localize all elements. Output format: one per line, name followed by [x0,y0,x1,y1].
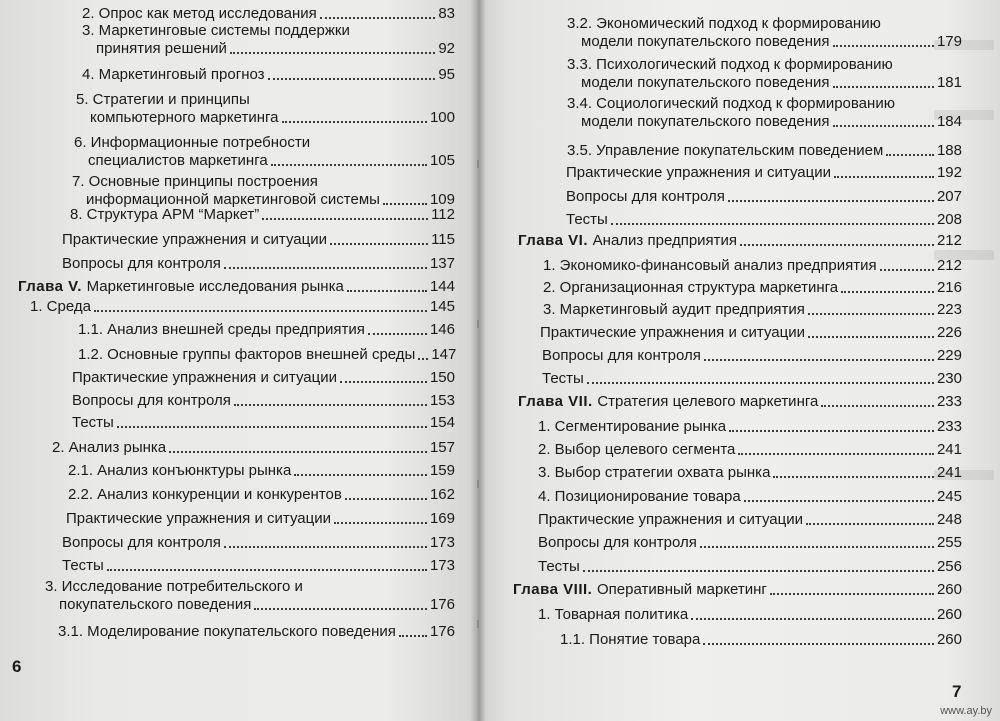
toc-page-number: 173 [429,557,455,574]
toc-entry [62,254,455,272]
toc-page-number: 188 [936,142,962,159]
toc-entry-title: 1.2. Основные группы факторов внешней среды [78,346,416,363]
toc-entry [567,94,962,130]
toc-entry [543,256,962,274]
binding-stitch [477,160,479,168]
dot-leader [94,309,427,312]
toc-page-number: 157 [429,439,455,456]
dot-leader [728,199,934,202]
toc-page-number: 159 [429,462,455,479]
dot-leader [294,473,427,476]
toc-entry-title: специалистов маркетинга [88,152,268,169]
toc-entry-title: Вопросы для контроля [72,392,231,409]
toc-entry-title: 4. Позиционирование товара [538,488,741,505]
dot-leader [583,569,934,572]
toc-entry-title: 2. Анализ рынка [52,439,167,456]
toc-page-number: 154 [429,414,455,431]
dot-leader [347,289,427,292]
toc-entry-title: 2.2. Анализ конкуренции и конкурентов [68,486,342,503]
dot-leader [704,358,934,361]
toc-page-number: 92 [438,40,455,57]
toc-page-number: 223 [936,301,962,318]
toc-entry [68,485,455,503]
toc-entry-title: модели покупательского поведения [581,113,830,130]
toc-page-number: 150 [429,369,455,386]
toc-page-number: 207 [936,188,962,205]
toc-entry [518,231,962,249]
dot-leader [169,450,427,453]
dot-leader [418,357,428,360]
toc-page-number: 105 [429,152,455,169]
toc-entry [72,391,455,409]
toc-page-number: 147 [431,346,457,363]
dot-leader [744,499,934,502]
toc-page-number: 109 [429,191,455,208]
toc-entry-title: Тесты [72,414,114,431]
toc-entry-title: принятия решений [96,40,227,57]
toc-entry-title: Тесты [542,370,584,387]
toc-entry [566,163,962,181]
toc-entry-title: информационной маркетинговой системы [86,191,380,208]
toc-entry [74,133,455,169]
toc-entry [518,392,962,410]
dot-leader [833,85,934,88]
toc-entry [82,4,455,22]
toc-entry-title: 2. Опрос как метод исследования [82,5,317,22]
toc-entry-title: Практические упражнения и ситуации [566,164,831,181]
toc-page-number: 248 [936,511,962,528]
dot-leader [254,607,427,610]
binding-stitch [477,620,479,628]
chapter-label: Глава V. [18,278,87,295]
toc-entry [538,605,962,623]
toc-entry-title: 8. Структура АРМ “Маркет” [70,206,260,223]
toc-page-number: 226 [936,324,962,341]
toc-entry [78,345,455,363]
dot-leader [806,522,934,525]
toc-entry-title: 1. Экономико-финансовый анализ предприятия [543,257,877,274]
dot-leader [886,153,934,156]
toc-entry [45,577,455,613]
toc-entry-title: 1.1. Понятие товара [560,631,701,648]
toc-entry [513,580,962,598]
dot-leader [320,16,436,19]
dot-leader [271,163,427,166]
toc-entry-title: Практические упражнения и ситуации [540,324,805,341]
dot-leader [880,268,934,271]
toc-entry-title: 1. Товарная политика [538,606,689,623]
toc-entry-title: Практические упражнения и ситуации [72,369,337,386]
toc-entry-title: модели покупательского поведения [581,74,830,91]
toc-entry [560,630,962,648]
toc-entry [566,187,962,205]
toc-entry [538,463,962,481]
toc-entry [538,487,962,505]
dot-leader [224,266,427,269]
toc-entry [70,205,455,223]
watermark-text: www.ay.by [940,705,992,717]
dot-leader [262,217,428,220]
toc-page-number: 208 [936,211,962,228]
toc-entry [76,90,455,126]
toc-page-number: 241 [936,441,962,458]
toc-entry [538,417,962,435]
toc-entry-title: 6. Информационные потребности [74,134,311,151]
dot-leader [740,243,934,246]
right-page [478,0,1000,721]
dot-leader [334,521,427,524]
toc-page-number: 95 [438,66,455,83]
chapter-label: Глава VII. [518,393,598,410]
toc-entry [30,297,455,315]
toc-page-number: 255 [936,534,962,551]
toc-page-number: 212 [936,257,962,274]
toc-entry [72,368,455,386]
dot-leader [399,634,427,637]
toc-page-number: 176 [429,596,455,613]
toc-entry [52,438,455,456]
toc-entry-title: Практические упражнения и ситуации [538,511,803,528]
toc-page-number: 260 [936,581,962,598]
dot-leader [700,545,934,548]
toc-entry-title: 2.1. Анализ конъюнктуры рынка [68,462,292,479]
binding-stitch [477,320,479,328]
toc-entry-title: Стратегия целевого маркетинга [597,393,819,410]
dot-leader [368,332,427,335]
dot-leader [841,290,934,293]
toc-page-number: 181 [936,74,962,91]
toc-entry [567,141,962,159]
toc-entry-title: 1. Среда [30,298,91,315]
chapter-label: Глава VI. [518,232,593,249]
toc-entry-title: 3. Выбор стратегии охвата рынка [538,464,771,481]
dot-leader [729,429,934,432]
toc-page-number: 241 [936,464,962,481]
toc-entry-title: Тесты [566,211,608,228]
dot-leader [611,222,934,225]
binding-stitch [477,480,479,488]
toc-entry-title: Маркетинговые исследования рынка [86,278,344,295]
toc-page-number: 233 [936,418,962,435]
toc-entry-title: 3.5. Управление покупательским поведением [567,142,884,159]
dot-leader [107,568,427,571]
toc-page-number: 146 [429,321,455,338]
toc-entry-title: 5. Стратегии и принципы [76,91,250,108]
toc-page-number: 173 [429,534,455,551]
toc-entry-title: 3. Маркетинговые системы поддержки [82,22,350,39]
toc-page-number: 230 [936,370,962,387]
toc-entry-title: 3.1. Моделирование покупательского поведения [58,623,396,640]
dot-leader [230,51,435,54]
toc-entry [58,622,455,640]
dot-leader [770,592,934,595]
toc-entry [66,509,455,527]
toc-entry-title: модели покупательского поведения [581,33,830,50]
toc-entry-title: 3. Исследование потребительского и [45,578,303,595]
toc-page-number: 153 [429,392,455,409]
toc-entry [567,55,962,91]
toc-entry-title: Вопросы для контроля [62,534,221,551]
toc-entry [18,277,455,295]
dot-leader [224,545,427,548]
toc-entry-title: 3.2. Экономический подход к формированию [567,15,881,32]
toc-entry-title: 1. Сегментирование рынка [538,418,727,435]
toc-entry [538,533,962,551]
toc-entry [62,556,455,574]
toc-entry [62,533,455,551]
toc-page-number: 212 [936,232,962,249]
toc-entry-title: Практические упражнения и ситуации [66,510,331,527]
toc-page-number: 260 [936,631,962,648]
toc-page-number: 137 [429,255,455,272]
toc-entry [72,172,455,208]
dot-leader [808,335,934,338]
dot-leader [773,475,934,478]
chapter-label: Глава VIII. [513,581,598,598]
toc-entry-title: Практические упражнения и ситуации [62,231,327,248]
toc-page-number: 192 [936,164,962,181]
toc-entry [68,461,455,479]
toc-entry [538,557,962,575]
dot-leader [834,175,934,178]
toc-page-number: 229 [936,347,962,364]
toc-page-number: 144 [429,278,455,295]
toc-entry [78,320,455,338]
left-page-number: 6 [12,657,22,676]
dot-leader [833,124,934,127]
toc-entry-title: компьютерного маркетинга [90,109,279,126]
toc-entry [543,278,962,296]
toc-page-number: 233 [936,393,962,410]
toc-entry-title: 3.3. Психологический подход к формированию [567,56,893,73]
toc-entry-title: Вопросы для контроля [566,188,725,205]
toc-page-number: 169 [429,510,455,527]
toc-entry [542,369,962,387]
toc-page-number: 179 [936,33,962,50]
toc-entry-title: 7. Основные принципы построения [72,173,318,190]
toc-page-number: 162 [429,486,455,503]
toc-entry-title: Вопросы для контроля [62,255,221,272]
toc-entry-title: 2. Организационная структура маркетинга [543,279,839,296]
toc-entry-title: 3.4. Социологический подход к формированию [567,95,895,112]
dot-leader [340,380,427,383]
dot-leader [234,403,427,406]
toc-entry [567,14,962,50]
dot-leader [821,404,934,407]
toc-entry [566,210,962,228]
toc-page-number: 260 [936,606,962,623]
toc-entry [540,323,962,341]
toc-entry [542,346,962,364]
toc-page-number: 256 [936,558,962,575]
toc-page-number: 100 [429,109,455,126]
toc-page-number: 216 [936,279,962,296]
toc-page-number: 115 [431,231,455,248]
toc-entry-title: 1.1. Анализ внешней среды предприятия [78,321,365,338]
toc-entry [543,300,962,318]
left-page [0,0,478,721]
toc-entry-title: Тесты [62,557,104,574]
toc-page-number: 83 [438,5,455,22]
dot-leader [833,44,934,47]
toc-page-number: 145 [429,298,455,315]
toc-entry-title: Вопросы для контроля [538,534,697,551]
toc-entry [538,440,962,458]
toc-entry-title: 2. Выбор целевого сегмента [538,441,736,458]
toc-entry [538,510,962,528]
toc-entry-title: Тесты [538,558,580,575]
dot-leader [117,425,427,428]
right-page-number: 7 [952,682,962,701]
toc-entry [82,21,455,57]
toc-entry-title: 3. Маркетинговый аудит предприятия [543,301,805,318]
toc-entry [72,413,455,431]
dot-leader [345,497,427,500]
toc-entry-title: покупательского поведения [59,596,252,613]
dot-leader [691,617,934,620]
toc-page-number: 184 [936,113,962,130]
dot-leader [738,452,934,455]
toc-page-number: 245 [936,488,962,505]
toc-page-number: 112 [431,206,455,223]
dot-leader [703,642,934,645]
dot-leader [808,312,934,315]
dot-leader [330,242,428,245]
toc-entry-title: Оперативный маркетинг [597,581,767,598]
dot-leader [268,77,436,80]
toc-entry-title: Вопросы для контроля [542,347,701,364]
toc-entry-title: Анализ предприятия [592,232,738,249]
toc-entry-title: 4. Маркетинговый прогноз [82,66,265,83]
toc-entry [62,230,455,248]
book-gutter [470,0,486,721]
toc-entry [82,65,455,83]
toc-page-number: 176 [429,623,455,640]
dot-leader [282,120,427,123]
dot-leader [587,381,934,384]
